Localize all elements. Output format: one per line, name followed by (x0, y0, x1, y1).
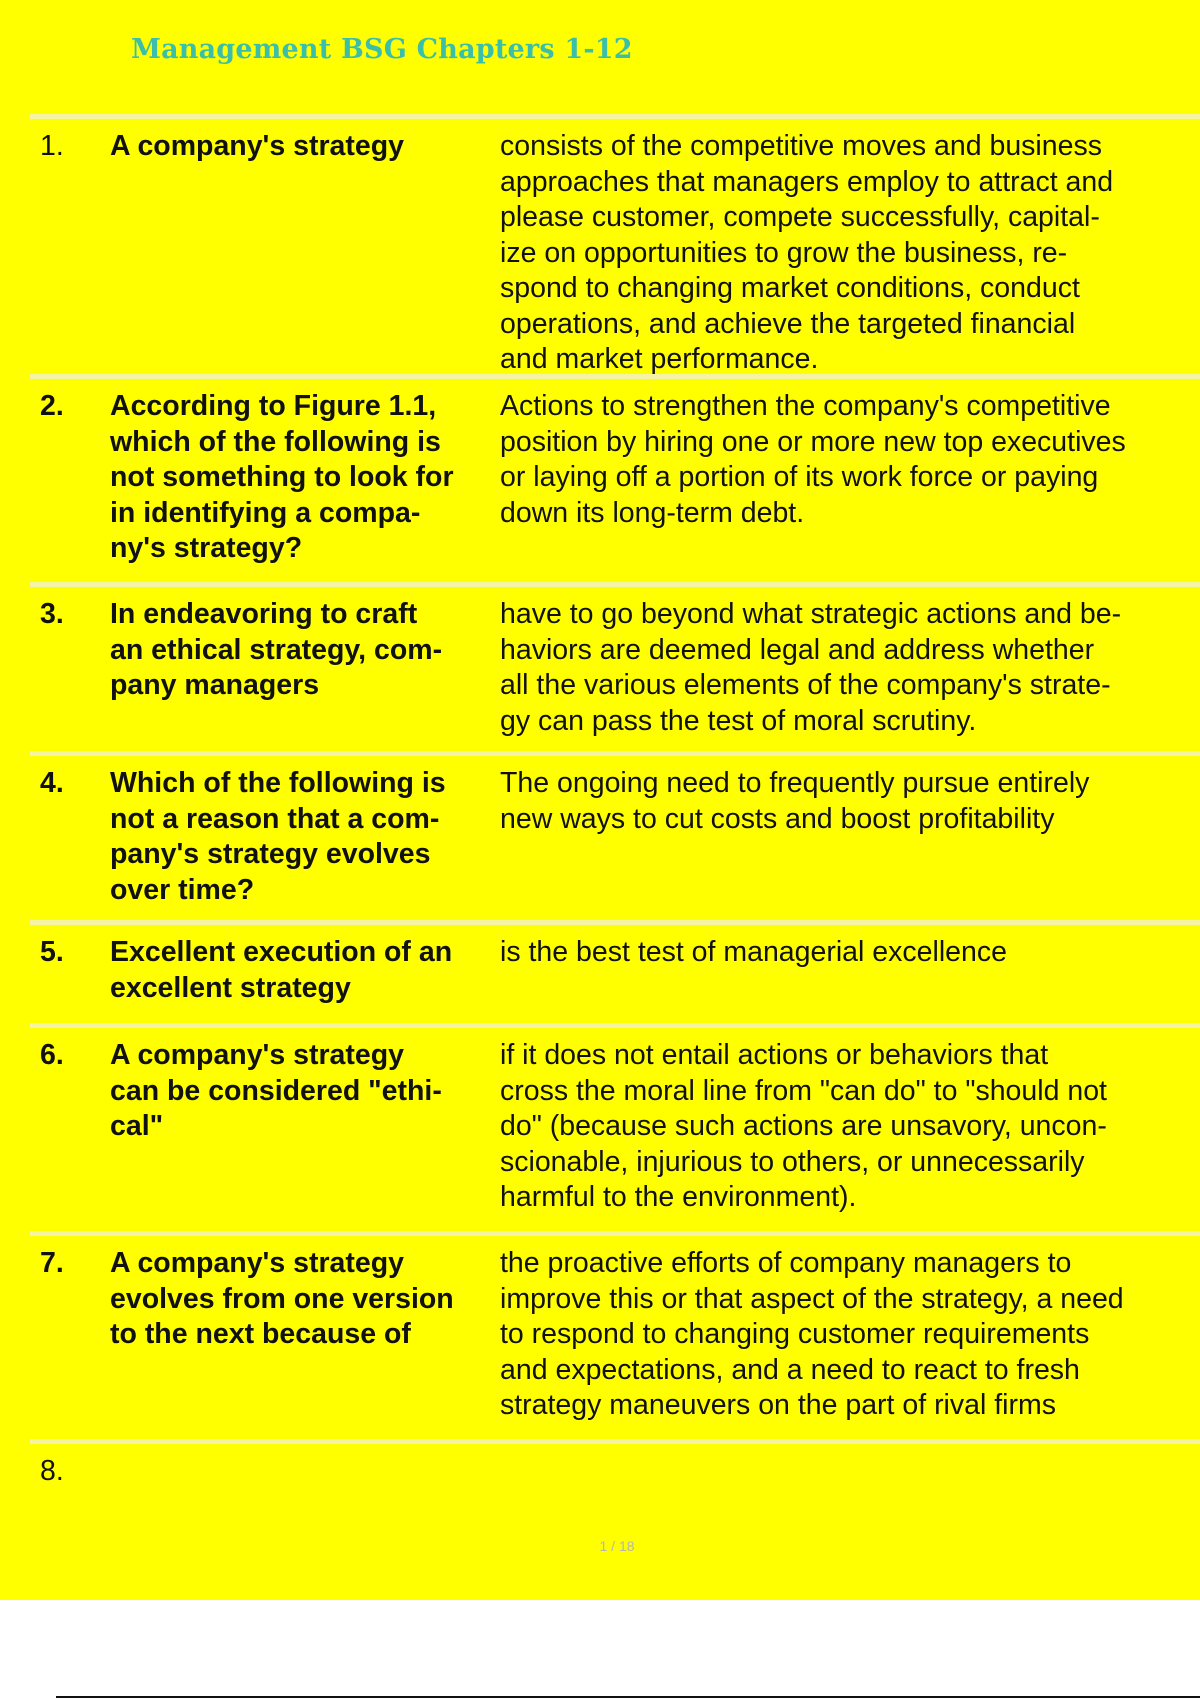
card-number: 4. (40, 767, 64, 799)
flashcard-row (30, 582, 1200, 751)
flashcard-row (30, 374, 1200, 582)
flashcard-list (0, 114, 1200, 1524)
flashcard-row (30, 1023, 1200, 1231)
card-term: Which of the following is not a reason that a com- pany's strategy evolves over time? (110, 767, 446, 906)
flashcard-row (30, 1231, 1200, 1439)
card-term: A company's strategy can be considered "ethi- cal" (110, 1039, 442, 1142)
page-indicator: 1 / 18 (599, 1538, 635, 1554)
card-number: 5. (40, 936, 64, 968)
card-number: 6. (40, 1039, 64, 1071)
card-term: Excellent execution of an excellent strategy (110, 936, 453, 1004)
flashcard-row (30, 920, 1200, 1023)
flashcard-row (30, 751, 1200, 920)
card-term: A company's strategy evolves from one version to the next because of (110, 1247, 454, 1350)
card-definition: The ongoing need to frequently pursue entirely new ways to cut costs and boost profitability (500, 767, 1090, 835)
flashcard-row (30, 114, 1200, 374)
card-term: According to Figure 1.1, which of the following is not something to look for in identifying a compa- ny's strategy? (110, 390, 454, 564)
card-definition: Actions to strengthen the company's competitive position by hiring one or more new top executives or laying off a portion of its work force or paying down its long-term debt. (500, 390, 1126, 529)
card-number: 2. (40, 390, 64, 422)
card-number: 3. (40, 598, 64, 630)
card-definition: consists of the competitive moves and business approaches that managers employ to attract and please customer, compete successfully, capital- ize on opportunities to grow the business, re- spond to changing market conditions, conduct operations, and achieve the targeted financial and market performance. (500, 130, 1114, 375)
card-number: 8. (40, 1455, 64, 1487)
flashcard-row (30, 1439, 1200, 1524)
card-definition: have to go beyond what strategic actions and be- haviors are deemed legal and address whether all the various elements of the company's strate- gy can pass the test of moral scrutiny. (500, 598, 1122, 737)
card-term: A company's strategy (110, 130, 404, 162)
card-number: 1. (40, 130, 64, 162)
card-number: 7. (40, 1247, 64, 1279)
card-definition: the proactive efforts of company managers to improve this or that aspect of the strategy, a need to respond to changing customer requirements and expectations, and a need to react to fresh strategy maneuvers on the part of rival firms (500, 1247, 1124, 1421)
card-definition: if it does not entail actions or behaviors that cross the moral line from "can do" to "should not do" (because such actions are unsavory, uncon- scionable, injurious to others, or unnecessarily harmful to the environment). (500, 1039, 1107, 1213)
document-title: Management BSG Chapters 1-12 (131, 34, 633, 65)
divider-line (56, 1696, 1200, 1698)
card-definition: is the best test of managerial excellence (500, 936, 1007, 968)
card-term: In endeavoring to craft an ethical strategy, com- pany managers (110, 598, 443, 701)
